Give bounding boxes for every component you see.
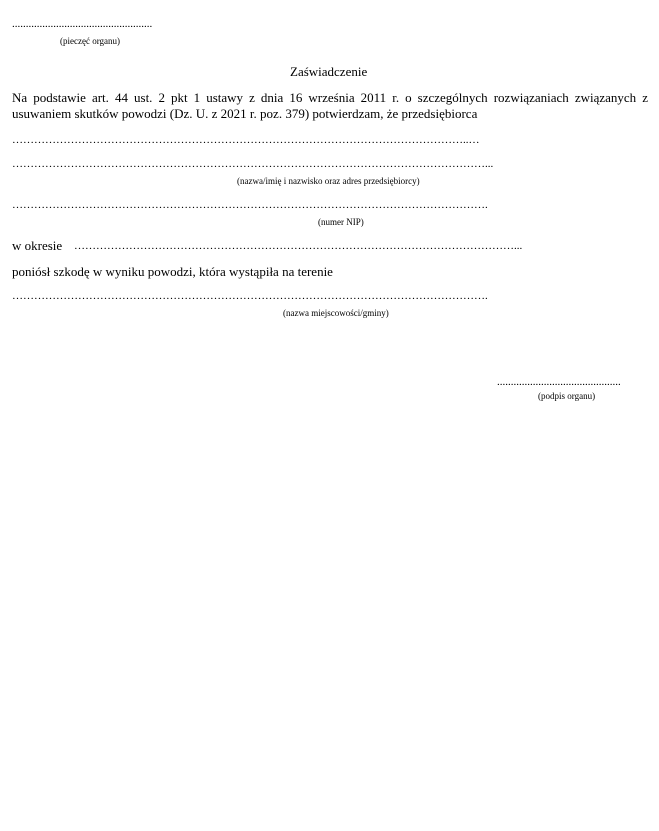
damage-location-caption: (nazwa miejscowości/gminy) — [283, 308, 389, 318]
nip-line: …………………………………………………………………………………………………………………. — [12, 199, 488, 211]
document-title: Zaświadczenie — [290, 64, 368, 79]
signature-caption: (podpis organu) — [538, 391, 596, 401]
damage-text: poniósł szkodę w wyniku powodzi, która wystąpiła na terenie — [12, 264, 333, 279]
entrepreneur-line-2: …………………………………………………………………………………………………………………... — [12, 158, 494, 170]
damage-location-line: …………………………………………………………………………………………………………………. — [12, 290, 488, 302]
signature-line: ............................................. — [497, 376, 621, 388]
entrepreneur-line-1: ……………………………………………………………………………………………………………..… — [12, 134, 480, 146]
intro-paragraph: Na podstawie art. 44 ust. 2 pkt 1 ustawy z dnia 16 września 2011 r. o szczególnych rozwiązaniach związanych z usuwaniem skutków powodzi (Dz. U. z 2021 r. poz. 379) potwierdzam, że przedsiębiorca — [12, 90, 648, 121]
stamp-caption: (pieczęć organu) — [60, 36, 121, 46]
stamp-line: ................................................... — [12, 18, 153, 30]
period-label: w okresie — [12, 238, 63, 253]
period-line: …………………………………………………………………………………………………………... — [74, 240, 523, 252]
nip-caption: (numer NIP) — [318, 217, 364, 227]
entrepreneur-caption: (nazwa/imię i nazwisko oraz adres przedsiębiorcy) — [237, 176, 420, 186]
